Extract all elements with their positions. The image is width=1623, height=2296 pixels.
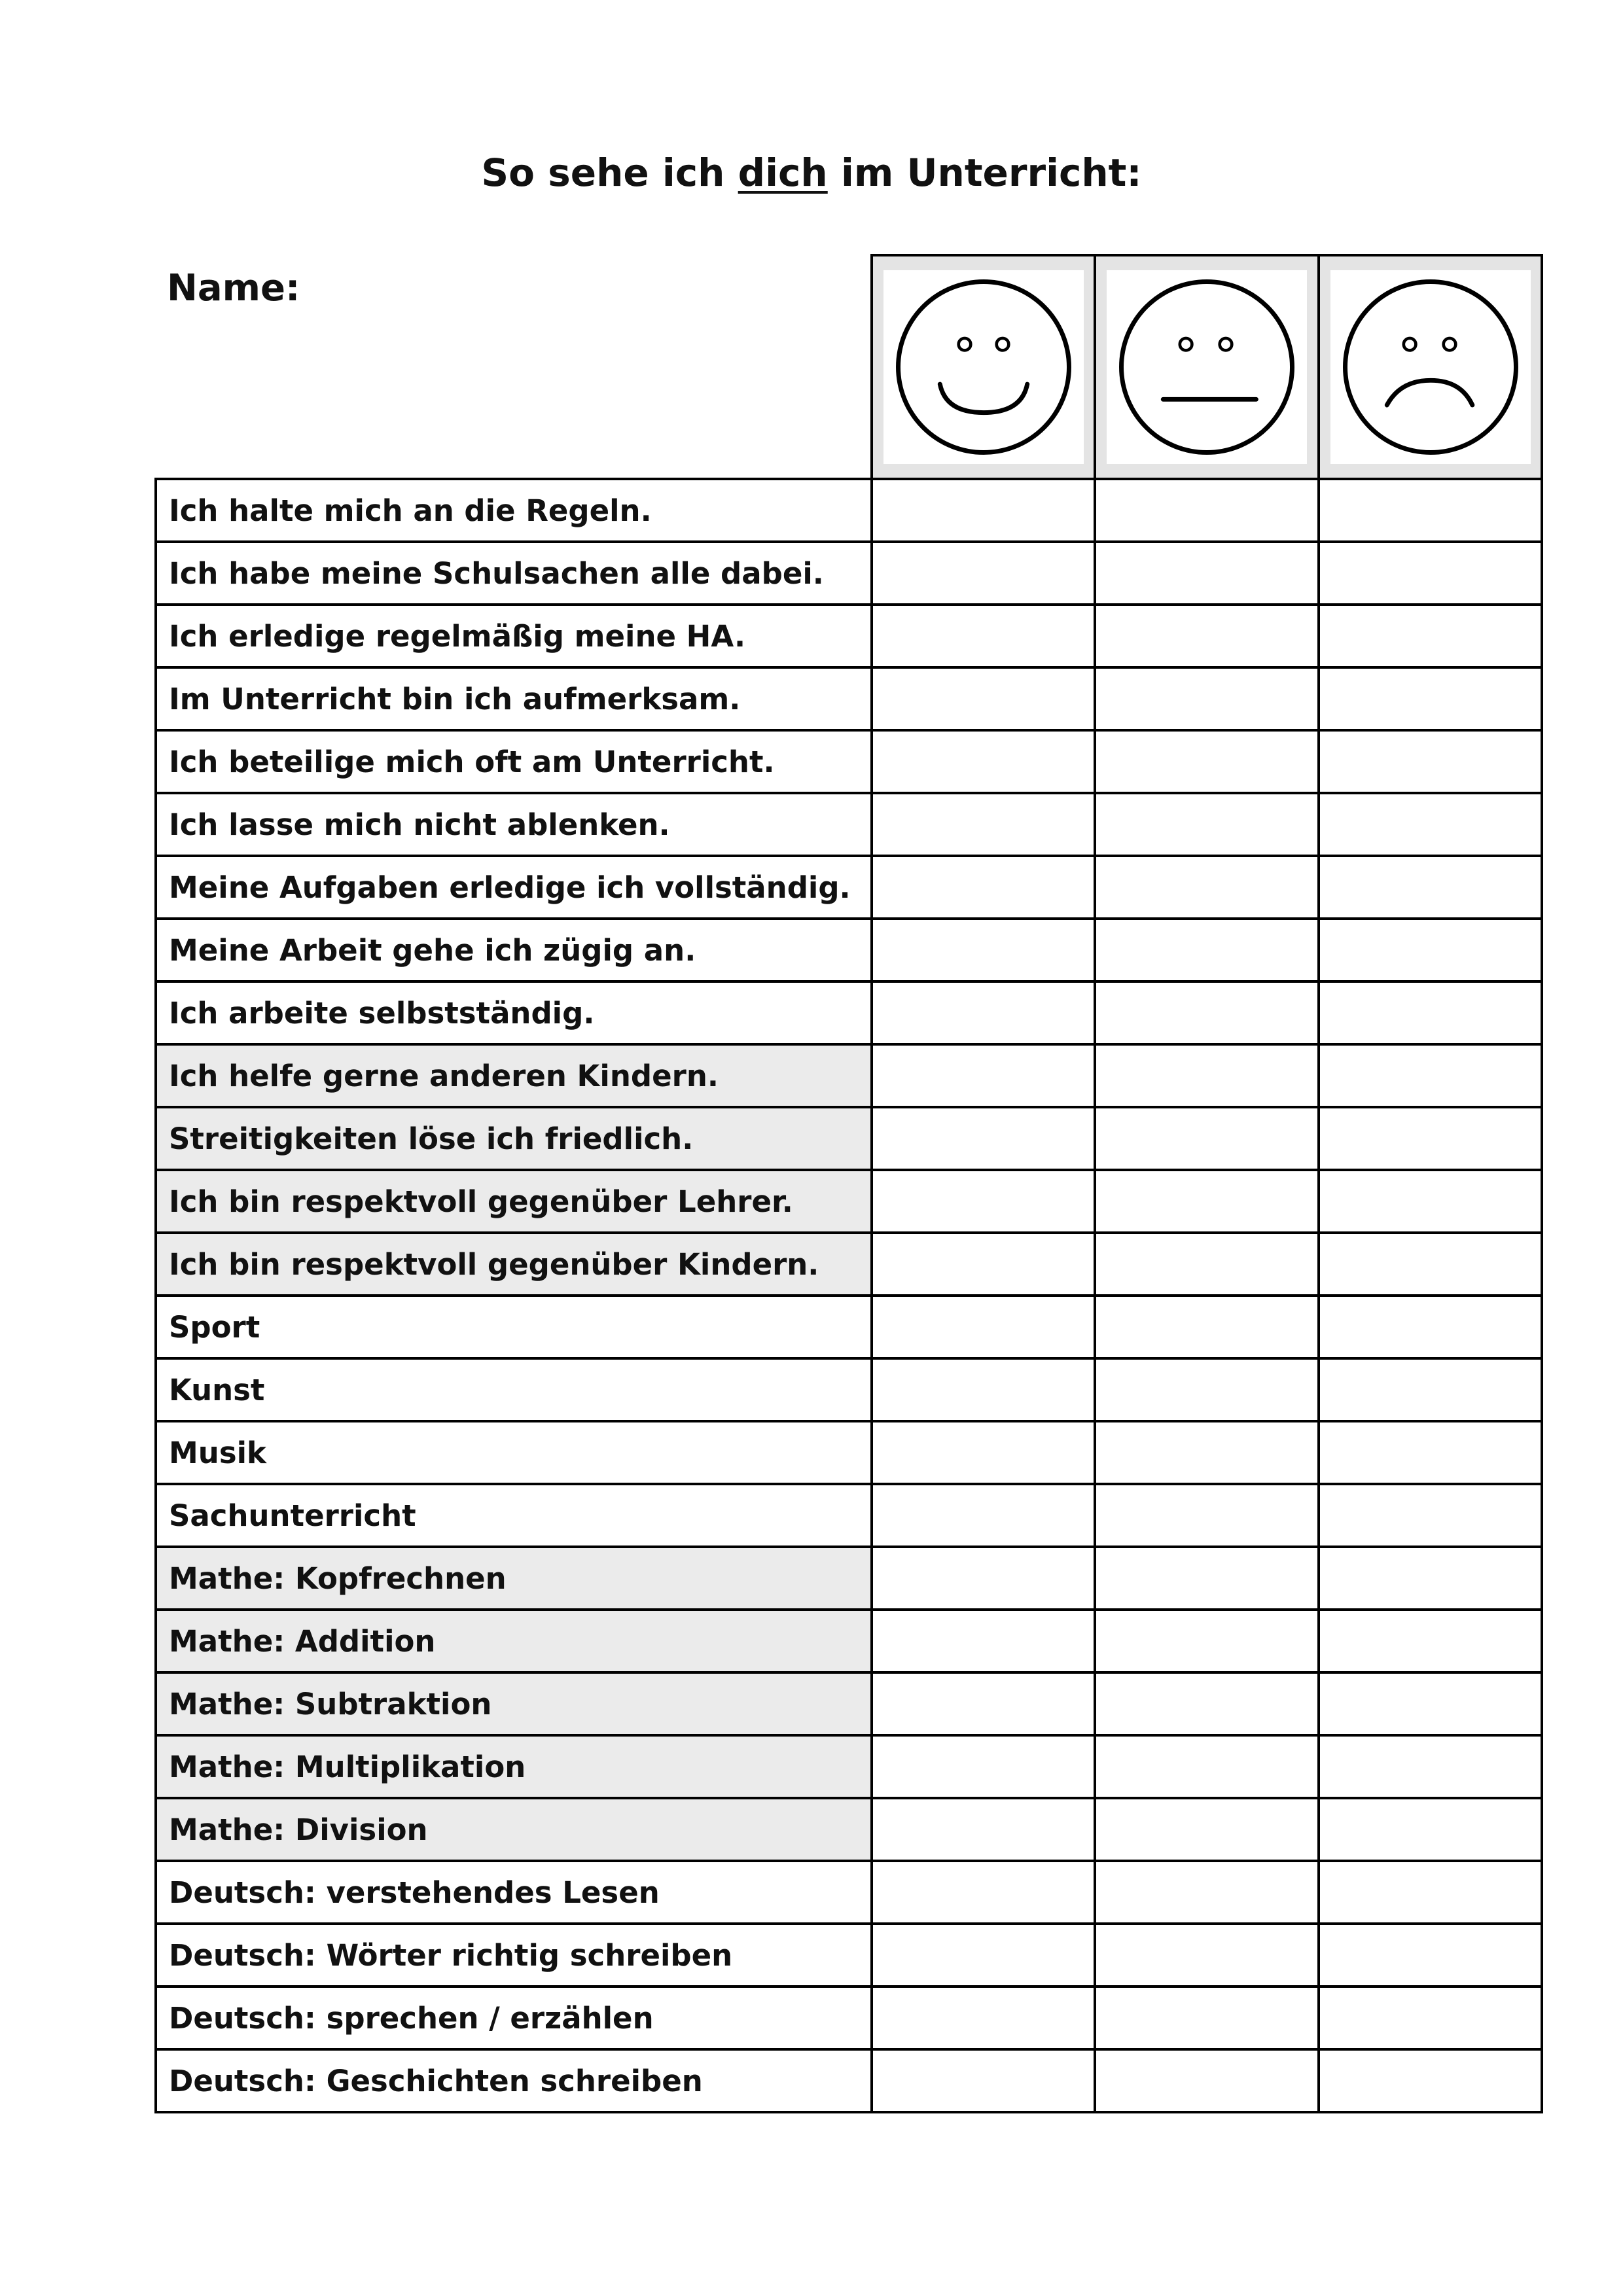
criterion-row	[156, 1610, 1542, 1672]
rating-cell-happy[interactable]	[872, 1484, 1095, 1547]
criterion-row	[156, 793, 1542, 856]
rating-cell-sad[interactable]	[1319, 1421, 1542, 1484]
criterion-row	[156, 479, 1542, 542]
column-neutral	[1095, 255, 1319, 479]
rating-cell-sad[interactable]	[1319, 1987, 1542, 2049]
title-emphasis: dich	[738, 150, 828, 195]
criterion-label: Sport	[156, 1296, 872, 1358]
criterion-label: Kunst	[156, 1358, 872, 1421]
rating-cell-neutral[interactable]	[1095, 479, 1319, 542]
rating-cell-sad[interactable]	[1319, 1170, 1542, 1233]
criterion-row	[156, 1170, 1542, 1233]
criterion-label: Deutsch: Geschichten schreiben	[156, 2049, 872, 2112]
criterion-row	[156, 667, 1542, 730]
criterion-row	[156, 1924, 1542, 1987]
criterion-row	[156, 730, 1542, 793]
rating-cell-neutral[interactable]	[1095, 1547, 1319, 1610]
column-happy	[872, 255, 1095, 479]
criterion-row	[156, 1861, 1542, 1924]
rating-cell-neutral[interactable]	[1095, 2049, 1319, 2112]
criterion-row	[156, 1296, 1542, 1358]
smiley-neutral-icon	[1107, 270, 1307, 464]
criterion-label: Ich lasse mich nicht ablenken.	[156, 793, 872, 856]
criterion-label: Ich habe meine Schulsachen alle dabei.	[156, 542, 872, 605]
rating-cell-happy[interactable]	[872, 1924, 1095, 1987]
rating-cell-sad[interactable]	[1319, 1861, 1542, 1924]
rating-cell-sad[interactable]	[1319, 1735, 1542, 1798]
criterion-row	[156, 981, 1542, 1044]
rating-cell-neutral[interactable]	[1095, 1170, 1319, 1233]
criterion-row	[156, 1798, 1542, 1861]
rating-cell-happy[interactable]	[872, 919, 1095, 981]
rating-cell-sad[interactable]	[1319, 1107, 1542, 1170]
rating-cell-sad[interactable]	[1319, 2049, 1542, 2112]
rating-cell-neutral[interactable]	[1095, 1233, 1319, 1296]
rating-cell-happy[interactable]	[872, 1233, 1095, 1296]
rating-cell-happy[interactable]	[872, 1296, 1095, 1358]
rating-cell-neutral[interactable]	[1095, 1296, 1319, 1358]
criterion-label: Streitigkeiten löse ich friedlich.	[156, 1107, 872, 1170]
criteria-list	[156, 479, 1542, 2112]
criterion-row	[156, 1484, 1542, 1547]
criterion-row	[156, 1107, 1542, 1170]
rating-cell-sad[interactable]	[1319, 1547, 1542, 1610]
criterion-label: Deutsch: sprechen / erzählen	[156, 1987, 872, 2049]
rating-cell-neutral[interactable]	[1095, 1044, 1319, 1107]
criterion-label: Ich beteilige mich oft am Unterricht.	[156, 730, 872, 793]
criterion-row	[156, 1421, 1542, 1484]
smiley-happy-icon	[883, 270, 1084, 464]
criterion-row	[156, 1233, 1542, 1296]
rating-cell-neutral[interactable]	[1095, 1798, 1319, 1861]
criterion-label: Ich bin respektvoll gegenüber Lehrer.	[156, 1170, 872, 1233]
rating-cell-sad[interactable]	[1319, 1672, 1542, 1735]
rating-cell-sad[interactable]	[1319, 1044, 1542, 1107]
criterion-label: Deutsch: Wörter richtig schreiben	[156, 1924, 872, 1987]
rating-cell-sad[interactable]	[1319, 1484, 1542, 1547]
rating-cell-happy[interactable]	[872, 1735, 1095, 1798]
rating-cell-sad[interactable]	[1319, 1233, 1542, 1296]
rating-cell-happy[interactable]	[872, 730, 1095, 793]
rating-cell-happy[interactable]	[872, 1170, 1095, 1233]
criterion-label: Deutsch: verstehendes Lesen	[156, 1861, 872, 1924]
rating-cell-happy[interactable]	[872, 542, 1095, 605]
smiley-sad-icon	[1330, 270, 1531, 464]
rating-cell-happy[interactable]	[872, 667, 1095, 730]
rating-cell-sad[interactable]	[1319, 981, 1542, 1044]
rating-cell-sad[interactable]	[1319, 605, 1542, 667]
criterion-label: Im Unterricht bin ich aufmerksam.	[156, 667, 872, 730]
criterion-row	[156, 856, 1542, 919]
criterion-label: Mathe: Subtraktion	[156, 1672, 872, 1735]
title-before: So sehe ich	[481, 150, 725, 195]
criterion-label: Ich helfe gerne anderen Kindern.	[156, 1044, 872, 1107]
rating-cell-sad[interactable]	[1319, 919, 1542, 981]
rating-cell-sad[interactable]	[1319, 730, 1542, 793]
rating-cell-happy[interactable]	[872, 856, 1095, 919]
criterion-row	[156, 605, 1542, 667]
rating-cell-neutral[interactable]	[1095, 981, 1319, 1044]
criterion-row	[156, 1044, 1542, 1107]
rating-cell-neutral[interactable]	[1095, 1484, 1319, 1547]
rating-cell-neutral[interactable]	[1095, 1861, 1319, 1924]
criterion-label: Mathe: Kopfrechnen	[156, 1547, 872, 1610]
rating-cell-happy[interactable]	[872, 1044, 1095, 1107]
rating-cell-happy[interactable]	[872, 981, 1095, 1044]
rating-cell-sad[interactable]	[1319, 1358, 1542, 1421]
rating-cell-neutral[interactable]	[1095, 1987, 1319, 2049]
column-sad	[1319, 255, 1542, 479]
rating-cell-neutral[interactable]	[1095, 542, 1319, 605]
rating-cell-sad[interactable]	[1319, 667, 1542, 730]
rating-cell-happy[interactable]	[872, 605, 1095, 667]
rating-cell-neutral[interactable]	[1095, 793, 1319, 856]
rating-cell-neutral[interactable]	[1095, 1421, 1319, 1484]
rating-cell-sad[interactable]	[1319, 1296, 1542, 1358]
evaluation-sheet	[154, 254, 1541, 2113]
rating-cell-neutral[interactable]	[1095, 730, 1319, 793]
rating-cell-happy[interactable]	[872, 793, 1095, 856]
rating-cell-neutral[interactable]	[1095, 919, 1319, 981]
criterion-row	[156, 919, 1542, 981]
page-title	[0, 150, 1623, 195]
face-header-row	[156, 255, 1542, 479]
name-label: Name:	[167, 267, 300, 309]
rating-cell-happy[interactable]	[872, 1421, 1095, 1484]
rating-cell-sad[interactable]	[1319, 1924, 1542, 1987]
rating-cell-neutral[interactable]	[1095, 1735, 1319, 1798]
criterion-label: Sachunterricht	[156, 1484, 872, 1547]
rating-cell-sad[interactable]	[1319, 856, 1542, 919]
criterion-label: Mathe: Division	[156, 1798, 872, 1861]
criterion-label: Meine Arbeit gehe ich zügig an.	[156, 919, 872, 981]
rating-cell-neutral[interactable]	[1095, 1672, 1319, 1735]
criterion-label: Ich halte mich an die Regeln.	[156, 479, 872, 542]
rating-cell-happy[interactable]	[872, 1798, 1095, 1861]
evaluation-table	[154, 254, 1543, 2113]
rating-cell-neutral[interactable]	[1095, 1924, 1319, 1987]
rating-cell-neutral[interactable]	[1095, 605, 1319, 667]
rating-cell-happy[interactable]	[872, 1610, 1095, 1672]
rating-cell-happy[interactable]	[872, 1861, 1095, 1924]
rating-cell-happy[interactable]	[872, 1107, 1095, 1170]
rating-cell-sad[interactable]	[1319, 479, 1542, 542]
rating-cell-neutral[interactable]	[1095, 1107, 1319, 1170]
rating-cell-neutral[interactable]	[1095, 1610, 1319, 1672]
criterion-label: Mathe: Multiplikation	[156, 1735, 872, 1798]
rating-cell-happy[interactable]	[872, 1672, 1095, 1735]
rating-cell-sad[interactable]	[1319, 542, 1542, 605]
rating-cell-happy[interactable]	[872, 1547, 1095, 1610]
criterion-row	[156, 542, 1542, 605]
title-after: im Unterricht:	[840, 150, 1142, 195]
rating-cell-happy[interactable]	[872, 479, 1095, 542]
criterion-label: Musik	[156, 1421, 872, 1484]
rating-cell-happy[interactable]	[872, 1987, 1095, 2049]
criterion-label: Meine Aufgaben erledige ich vollständig.	[156, 856, 872, 919]
criterion-label: Ich arbeite selbstständig.	[156, 981, 872, 1044]
rating-cell-neutral[interactable]	[1095, 667, 1319, 730]
criterion-row	[156, 1987, 1542, 2049]
rating-cell-sad[interactable]	[1319, 1610, 1542, 1672]
criterion-row	[156, 1547, 1542, 1610]
criterion-label: Mathe: Addition	[156, 1610, 872, 1672]
rating-cell-happy[interactable]	[872, 2049, 1095, 2112]
rating-cell-neutral[interactable]	[1095, 856, 1319, 919]
criterion-row	[156, 1672, 1542, 1735]
rating-cell-happy[interactable]	[872, 1358, 1095, 1421]
criterion-label: Ich bin respektvoll gegenüber Kindern.	[156, 1233, 872, 1296]
rating-cell-sad[interactable]	[1319, 1798, 1542, 1861]
criterion-row	[156, 2049, 1542, 2112]
rating-cell-neutral[interactable]	[1095, 1358, 1319, 1421]
criterion-label: Ich erledige regelmäßig meine HA.	[156, 605, 872, 667]
criterion-row	[156, 1358, 1542, 1421]
rating-cell-sad[interactable]	[1319, 793, 1542, 856]
criterion-row	[156, 1735, 1542, 1798]
